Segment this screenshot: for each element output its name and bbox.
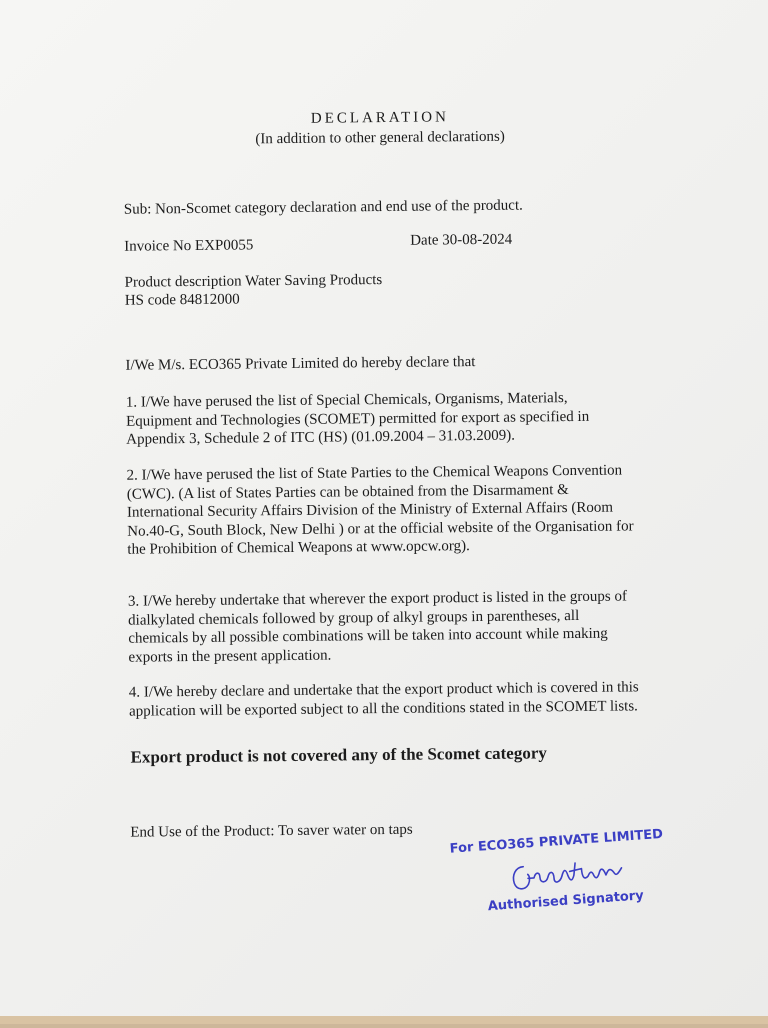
end-use-line: End Use of the Product: To saver water on taps <box>130 821 413 841</box>
scomet-statement: Export product is not covered any of the Scomet category <box>130 743 547 767</box>
declaration-paragraph-1: 1. I/We have perused the list of Special Chemicals, Organisms, Materials, Equipment and Technologies (SCOMET) permitted for export as specified in Appendix 3, Schedule 2 of ITC (HS) (01.09.2004 – 31.03.2009). <box>125 390 590 448</box>
declaration-paragraph-4: 4. I/We hereby declare and undertake that the export product which is covered in this application will be exported subject to all the conditions stated in the SCOMET lists. <box>128 679 639 720</box>
table-surface-edge <box>0 1016 768 1024</box>
subject-line: Sub: Non-Scomet category declaration and end use of the product. <box>123 197 523 218</box>
company-stamp <box>449 824 675 929</box>
product-description: Product description Water Saving Products <box>124 272 383 291</box>
document-subtitle: (In addition to other general declarations) <box>255 128 505 148</box>
document-title: DECLARATION <box>310 109 449 127</box>
invoice-number: Invoice No EXP0055 <box>124 237 254 255</box>
stamp-signatory-role: Authorised Signatory <box>487 888 645 915</box>
declarant-line: I/We M/s. ECO365 Private Limited do hereby declare that <box>125 354 476 374</box>
stamp-company-name: For ECO365 PRIVATE LIMITED <box>449 826 664 857</box>
hs-code: HS code 84812000 <box>124 291 240 309</box>
declaration-paragraph-2: 2. I/We have perused the list of State Parties to the Chemical Weapons Convention (CWC). (A list of States Parties can be obtained from the Disarmament & International Security Affairs Division of the Ministry of External Affairs (Room No.40-G, South Block, New Delhi ) or at the official website of the Organisation for the Prohibition of Chemical Weapons at www.opcw.org). <box>126 462 634 558</box>
invoice-date: Date 30-08-2024 <box>410 231 513 249</box>
declaration-paragraph-3: 3. I/We hereby undertake that wherever the export product is listed in the groups of dialkylated chemicals followed by group of alkyl groups in parentheses, all chemicals by all possible combinations will be taken into account while making exports in the present application. <box>127 588 628 666</box>
